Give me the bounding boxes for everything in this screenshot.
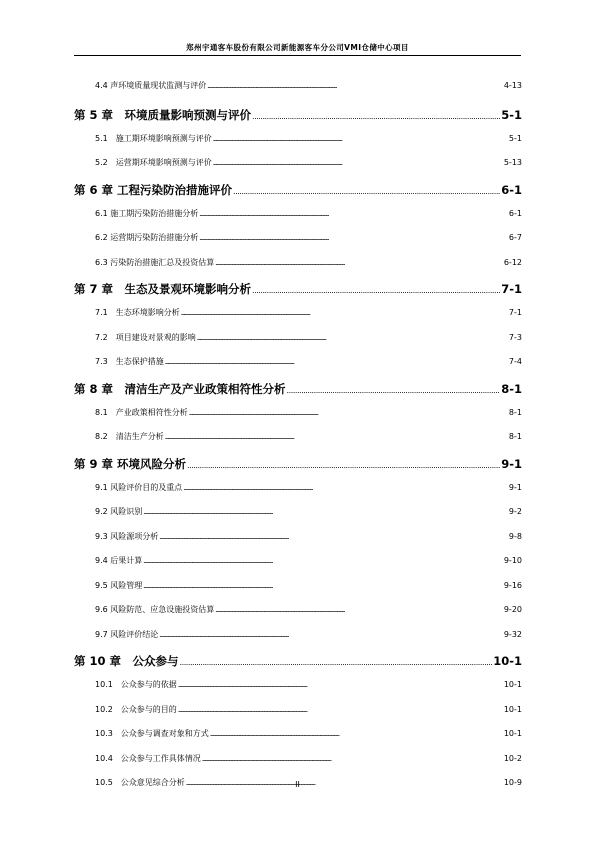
toc-entry-title: 8.2 清洁生产分析 <box>95 432 164 441</box>
toc-section-entry[interactable] <box>74 728 522 753</box>
toc-entry-title: 第 8 章 清洁生产及产业政策相符性分析 <box>74 381 286 396</box>
toc-entry-title: 9.2 风险识别 <box>95 507 143 516</box>
toc-section-entry[interactable] <box>74 555 522 580</box>
toc-entry-page: 9-1 <box>508 482 522 492</box>
toc-chapter-entry[interactable] <box>74 107 522 133</box>
toc-entry-page: 6-7 <box>508 233 522 242</box>
toc-chapter-entry[interactable] <box>74 381 522 407</box>
dot-leader <box>207 83 503 90</box>
dot-leader <box>187 461 500 470</box>
toc-entry-title: 第 7 章 生态及景观环境影响分析 <box>74 282 252 296</box>
dot-leader <box>165 359 508 366</box>
dot-leader <box>159 632 503 639</box>
toc-chapter-entry[interactable] <box>74 182 522 208</box>
toc-entry-title: 第 10 章 公众参与 <box>74 654 179 668</box>
toc-entry-title: 7.1 生态环境影响分析 <box>95 308 180 317</box>
toc-entry-page: 9-8 <box>508 531 522 541</box>
toc-entry-page: 7-4 <box>508 357 522 366</box>
toc-entry-title: 6.2 运营期污染防治措施分析 <box>95 233 199 242</box>
dot-leader <box>143 558 503 565</box>
toc-entry-title: 10.4 公众参与工作具体情况 <box>95 753 201 763</box>
dot-leader <box>215 607 503 614</box>
toc-entry-title: 5.1 施工期环境影响预测与评价 <box>95 133 212 143</box>
dot-leader <box>287 386 501 395</box>
toc-entry-page: 6-1 <box>501 182 522 197</box>
toc-section-entry[interactable] <box>74 482 522 507</box>
toc-section-entry[interactable] <box>74 629 522 654</box>
toc-entry-page: 10-9 <box>503 778 522 787</box>
toc-entry-title: 7.2 项目建设对景观的影响 <box>95 332 196 342</box>
dot-leader <box>213 136 508 143</box>
toc-section-entry[interactable] <box>74 531 522 556</box>
toc-section-entry[interactable] <box>74 307 522 332</box>
dot-leader <box>202 756 503 763</box>
toc-chapter-entry[interactable] <box>74 281 522 307</box>
toc-section-entry[interactable] <box>74 753 522 778</box>
toc-section-entry[interactable] <box>74 257 522 282</box>
toc-entry-title: 第 9 章 环境风险分析 <box>74 456 187 471</box>
toc-section-entry[interactable] <box>74 133 522 158</box>
toc-section-entry[interactable] <box>74 580 522 605</box>
toc-entry-page: 8-1 <box>501 381 522 396</box>
dot-leader <box>178 707 503 714</box>
toc-entry-title: 6.1 施工期污染防治措施分析 <box>95 208 199 218</box>
dot-leader <box>165 434 508 441</box>
toc-entry-page: 9-10 <box>503 556 522 565</box>
dot-leader <box>199 211 508 218</box>
toc-entry-title: 10.2 公众参与的目的 <box>95 704 177 714</box>
toc-entry-title: 9.4 后果计算 <box>95 556 143 565</box>
toc-section-entry[interactable] <box>74 407 522 432</box>
toc-entry-title: 9.1 风险评价目的及重点 <box>95 482 183 492</box>
toc-entry-page: 9-20 <box>503 605 522 614</box>
dot-leader <box>183 485 508 492</box>
table-of-contents <box>74 80 522 802</box>
toc-entry-title: 9.5 风险管理 <box>95 580 143 590</box>
toc-entry-page: 9-2 <box>508 507 522 516</box>
toc-entry-title: 4.4 声环境质量现状监测与评价 <box>95 81 207 90</box>
toc-entry-page: 9-16 <box>503 580 522 590</box>
toc-entry-page: 10-2 <box>503 753 522 763</box>
toc-section-entry[interactable] <box>74 157 522 182</box>
toc-entry-title: 9.3 风险源项分析 <box>95 531 159 541</box>
dot-leader <box>252 112 500 121</box>
toc-entry-title: 7.3 生态保护措施 <box>95 357 164 366</box>
toc-entry-page: 6-12 <box>503 257 522 267</box>
toc-section-entry[interactable] <box>74 332 522 357</box>
toc-section-entry[interactable] <box>74 506 522 531</box>
toc-entry-title: 9.7 风险评价结论 <box>95 629 159 639</box>
toc-entry-page: 10-1 <box>503 680 522 689</box>
toc-section-entry[interactable] <box>74 431 522 456</box>
dot-leader <box>252 286 500 295</box>
page-header: 郑州宇通客车股份有限公司新能源客车分公司VMI仓储中心项目 <box>186 43 409 52</box>
toc-entry-page: 4-13 <box>503 81 522 90</box>
dot-leader <box>159 534 508 541</box>
dot-leader <box>233 187 500 196</box>
dot-leader <box>199 235 508 242</box>
toc-section-entry[interactable] <box>74 80 522 105</box>
toc-entry-title: 8.1 产业政策相符性分析 <box>95 407 188 417</box>
dot-leader <box>143 509 508 516</box>
toc-entry-title: 第 6 章 工程污染防治措施评价 <box>74 182 233 197</box>
header-rule <box>74 55 521 56</box>
toc-entry-title: 10.5 公众意见综合分析 <box>95 778 185 787</box>
page-number: II <box>295 780 300 789</box>
dot-leader <box>189 410 508 417</box>
toc-entry-page: 6-1 <box>508 208 522 218</box>
toc-entry-page: 8-1 <box>508 407 522 417</box>
dot-leader <box>197 335 508 342</box>
toc-entry-page: 10-1 <box>493 654 522 668</box>
toc-entry-page: 9-32 <box>503 629 522 639</box>
toc-entry-page: 5-13 <box>503 158 522 167</box>
dot-leader <box>210 731 503 738</box>
toc-entry-page: 5-1 <box>501 107 522 122</box>
toc-entry-title: 10.3 公众参与调查对象和方式 <box>95 729 209 738</box>
toc-entry-title: 第 5 章 环境质量影响预测与评价 <box>74 107 252 122</box>
toc-section-entry[interactable] <box>74 356 522 381</box>
toc-section-entry[interactable] <box>74 604 522 629</box>
toc-section-entry[interactable] <box>74 208 522 233</box>
toc-section-entry[interactable] <box>74 232 522 257</box>
toc-entry-page: 7-1 <box>508 308 522 317</box>
toc-entry-title: 9.6 风险防范、应急设施投资估算 <box>95 605 215 614</box>
toc-entry-page: 7-1 <box>501 282 522 296</box>
toc-chapter-entry[interactable] <box>74 456 522 482</box>
toc-section-entry[interactable] <box>74 704 522 729</box>
toc-entry-page: 8-1 <box>508 432 522 441</box>
toc-section-entry[interactable] <box>74 679 522 704</box>
toc-chapter-entry[interactable] <box>74 653 522 679</box>
toc-entry-page: 5-1 <box>508 133 522 143</box>
toc-entry-page: 9-1 <box>501 456 522 471</box>
dot-leader <box>213 160 503 167</box>
toc-entry-page: 7-3 <box>508 332 522 342</box>
dot-leader <box>215 260 503 267</box>
dot-leader <box>180 658 493 667</box>
toc-entry-page: 10-1 <box>503 729 522 738</box>
toc-entry-page: 10-1 <box>503 704 522 714</box>
toc-entry-title: 6.3 污染防治措施汇总及投资估算 <box>95 257 215 267</box>
toc-entry-title: 10.1 公众参与的依据 <box>95 680 177 689</box>
toc-entry-title: 5.2 运营期环境影响预测与评价 <box>95 158 212 167</box>
dot-leader <box>178 682 503 689</box>
dot-leader <box>143 583 503 590</box>
dot-leader <box>181 310 508 317</box>
